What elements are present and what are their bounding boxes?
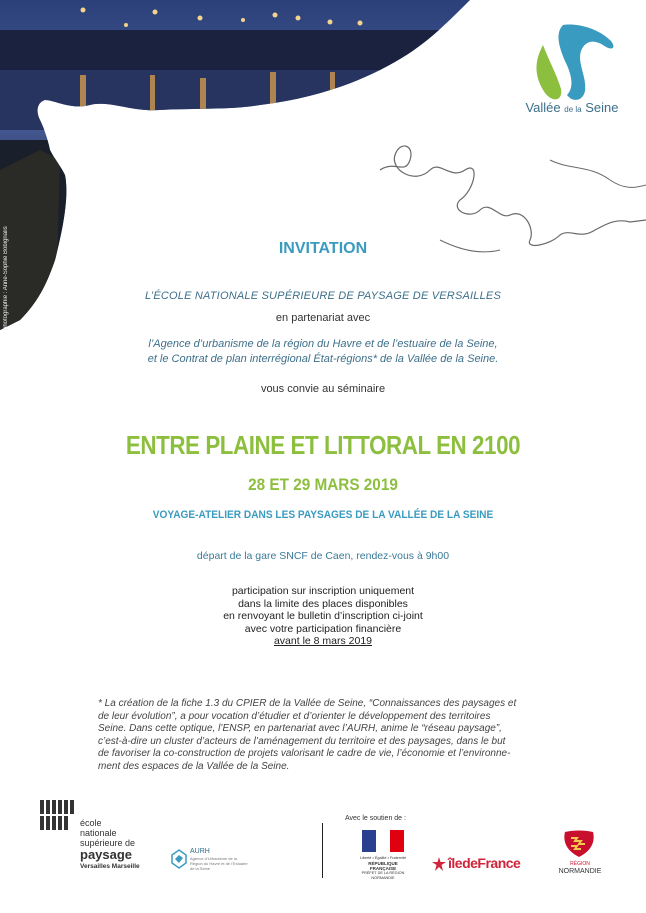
normandie-region-label: RÉGION	[570, 861, 590, 867]
footnote-line-6: ment des espaces de la Vallée de la Seine.	[98, 760, 290, 772]
ensp-name: L’ÉCOLE NATIONALE SUPÉRIEURE DE PAYSAGE DE VERSAILLES	[145, 290, 501, 302]
participation-line-3: en renvoyant le bulletin d’inscription ci-joint	[223, 610, 423, 622]
ensp-logo-line-4: paysage	[80, 847, 133, 862]
participation-line-1: participation sur inscription uniquement	[231, 585, 415, 597]
seminar-dates: 28 ET 29 MARS 2019	[248, 475, 398, 494]
departure-info: départ de la gare SNCF de Caen, rendez-vous à 9h00	[196, 550, 450, 562]
normandie-lions-logo	[561, 830, 597, 858]
rf-motto: Liberté • Égalité • Fraternité	[359, 856, 407, 860]
participation-line-4: avec votre participation financière	[244, 622, 402, 635]
footnote-line-4: c’est-à-dire un cluster d’acteurs de l’aménagement du territoire et des paysages, dans le but	[98, 735, 506, 747]
aurh-name: AURH	[190, 848, 210, 855]
republique-francaise-flag	[362, 830, 404, 852]
rf-name: RÉPUBLIQUE FRANÇAISE	[368, 861, 398, 871]
ensp-logo-line-2: nationale	[80, 828, 117, 838]
invitation-heading: INVITATION	[278, 240, 368, 257]
ensp-logo-text	[80, 818, 160, 872]
aurh-subtitle: Agence d’Urbanisme de la Région du Havre et de l’Estuaire de la Seine	[190, 856, 248, 871]
ensp-logo-line-3: supérieure de	[80, 838, 136, 848]
photo-credit: photographie : Anne-Sophie Bobignalis	[3, 226, 9, 330]
idf-star-icon	[432, 857, 446, 871]
invites-text: vous convie au séminaire	[260, 383, 386, 395]
registration-deadline: avant le 8 mars 2019	[273, 635, 373, 647]
logo-word-de-la: de la	[564, 105, 582, 114]
aurh-logo-mark	[170, 849, 188, 869]
ile-de-france-logo: îledeFrance	[448, 855, 521, 871]
partners-line-1: l’Agence d’urbanisme de la région du Havre et de l’estuaire de la Seine,	[148, 338, 498, 350]
normandie-text	[552, 860, 608, 876]
participation-line-2: dans la limite des places disponibles	[238, 597, 408, 610]
footnote-line-5: de favoriser la co-construction de projets valorisant le cadre de vie, l’économie et l’environne-	[98, 748, 511, 759]
normandie-name: NORMANDIE	[558, 868, 602, 875]
seminar-title: ENTRE PLAINE ET LITTORAL EN 2100	[125, 430, 521, 460]
participation-block	[0, 585, 646, 648]
republique-francaise-text	[355, 856, 411, 881]
footnote-line-3: Seine. Dans cette optique, l’ENSP, en partenariat avec l’AURH, anime le “réseau paysage”,	[98, 723, 502, 734]
vallee-de-la-seine-wordmark	[512, 100, 632, 115]
logo-word-seine: Seine	[585, 100, 619, 115]
rf-prefet: PRÉFET DE LA RÉGION NORMANDIE	[361, 871, 405, 880]
seminar-subtitle: VOYAGE-ATELIER DANS LES PAYSAGES DE LA VALLÉE DE LA SEINE	[152, 509, 494, 521]
partners-text	[0, 337, 646, 367]
partnership-text: en partenariat avec	[275, 312, 371, 324]
footnote-line-1: * La création de la fiche 1.3 du CPIER de la Vallée de Seine, “Connaissances des paysages et	[98, 698, 517, 709]
footer-divider	[322, 823, 323, 878]
footnote	[98, 698, 550, 773]
ensp-logo-line-5: Versailles Marseille	[80, 863, 140, 870]
partners-line-2: et le Contrat de plan interrégional État-régions* de la Vallée de la Seine.	[147, 353, 499, 365]
ensp-logo-line-1: école	[80, 818, 102, 828]
logo-word-vallee: Vallée	[525, 100, 561, 115]
footnote-line-2: de leur évolution”, a pour vocation d’étudier et d’orienter le développement des territoires	[98, 710, 491, 722]
support-label: Avec le soutien de :	[345, 815, 406, 822]
